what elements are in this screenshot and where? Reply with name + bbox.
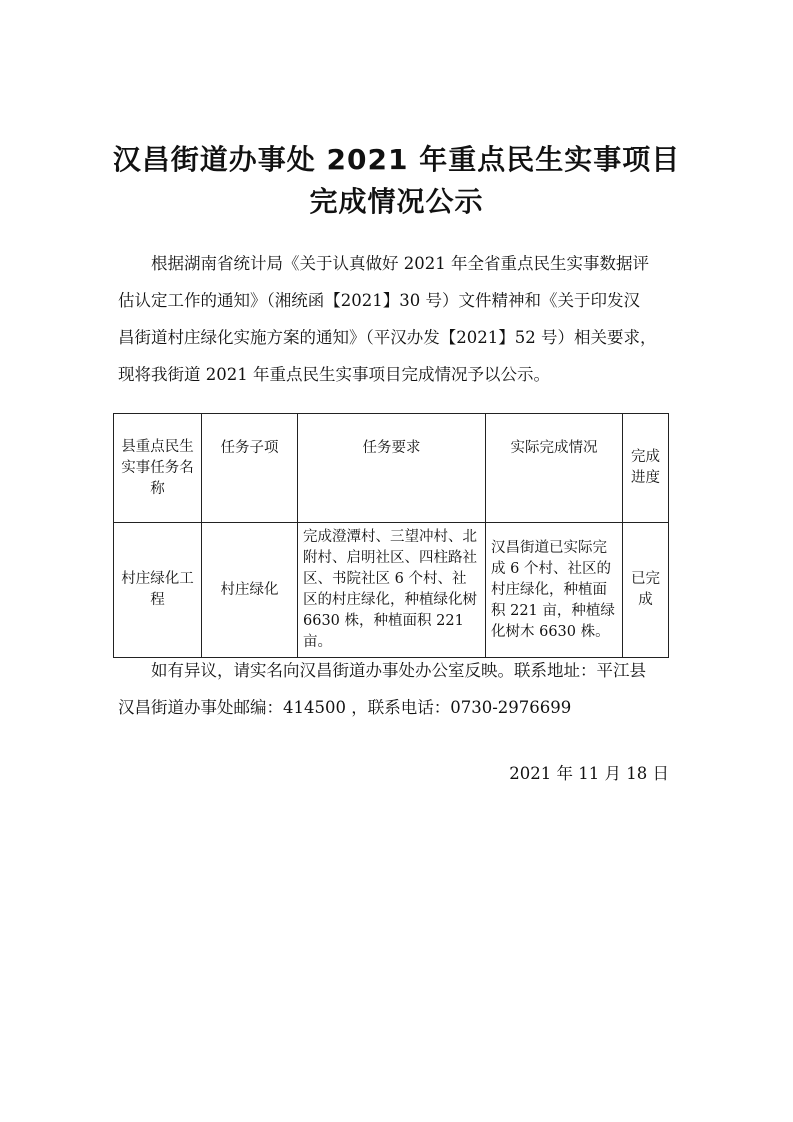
cell-requirement: 完成澄潭村、三望冲村、北附村、启明社区、四柱路社区、书院社区 6 个村、社区的村庄绿化，种植绿化树 6630 株，种植面积 221 亩。 [298,523,486,658]
page-title-line-2: 完成情况公示 [309,185,484,218]
notice-line: 如有异议，请实名向汉昌街道办事处办公室反映。联系地址：平江县 [118,661,646,680]
intro-line: 根据湖南省统计局《关于认真做好 2021 年全省重点民生实事数据评 [118,254,649,273]
project-table [113,413,669,658]
notice-paragraph [118,652,678,726]
document-date: 2021 年 11 月 18 日 [509,764,669,783]
notice-line: 汉昌街道办事处邮编：414500 ，联系电话：0730-2976699 [118,698,572,717]
page-title-line-1: 汉昌街道办事处 2021 年重点民生实事项目 [112,143,681,176]
header-progress: 完成进度 [623,414,669,523]
header-requirement: 任务要求 [298,414,486,523]
intro-line: 估认定工作的通知》（湘统函【2021】30 号）文件精神和《关于印发汉 [118,291,640,310]
cell-task-name: 村庄绿化工程 [114,523,202,658]
header-actual: 实际完成情况 [486,414,623,523]
header-subitem: 任务子项 [202,414,298,523]
table-header-row [114,414,669,523]
header-task-name: 县重点民生实事任务名称 [114,414,202,523]
intro-paragraph [118,245,678,393]
cell-actual: 汉昌街道已实际完成 6 个村、社区的村庄绿化，种植面积 221 亩，种植绿化树木 6630 株。 [486,523,623,658]
cell-progress: 已完成 [623,523,669,658]
cell-subitem: 村庄绿化 [202,523,298,658]
intro-line: 昌街道村庄绿化实施方案的通知》（平汉办发【2021】52 号）相关要求， [118,328,657,347]
intro-line: 现将我街道 2021 年重点民生实事项目完成情况予以公示。 [118,365,550,384]
table-row [114,523,669,658]
